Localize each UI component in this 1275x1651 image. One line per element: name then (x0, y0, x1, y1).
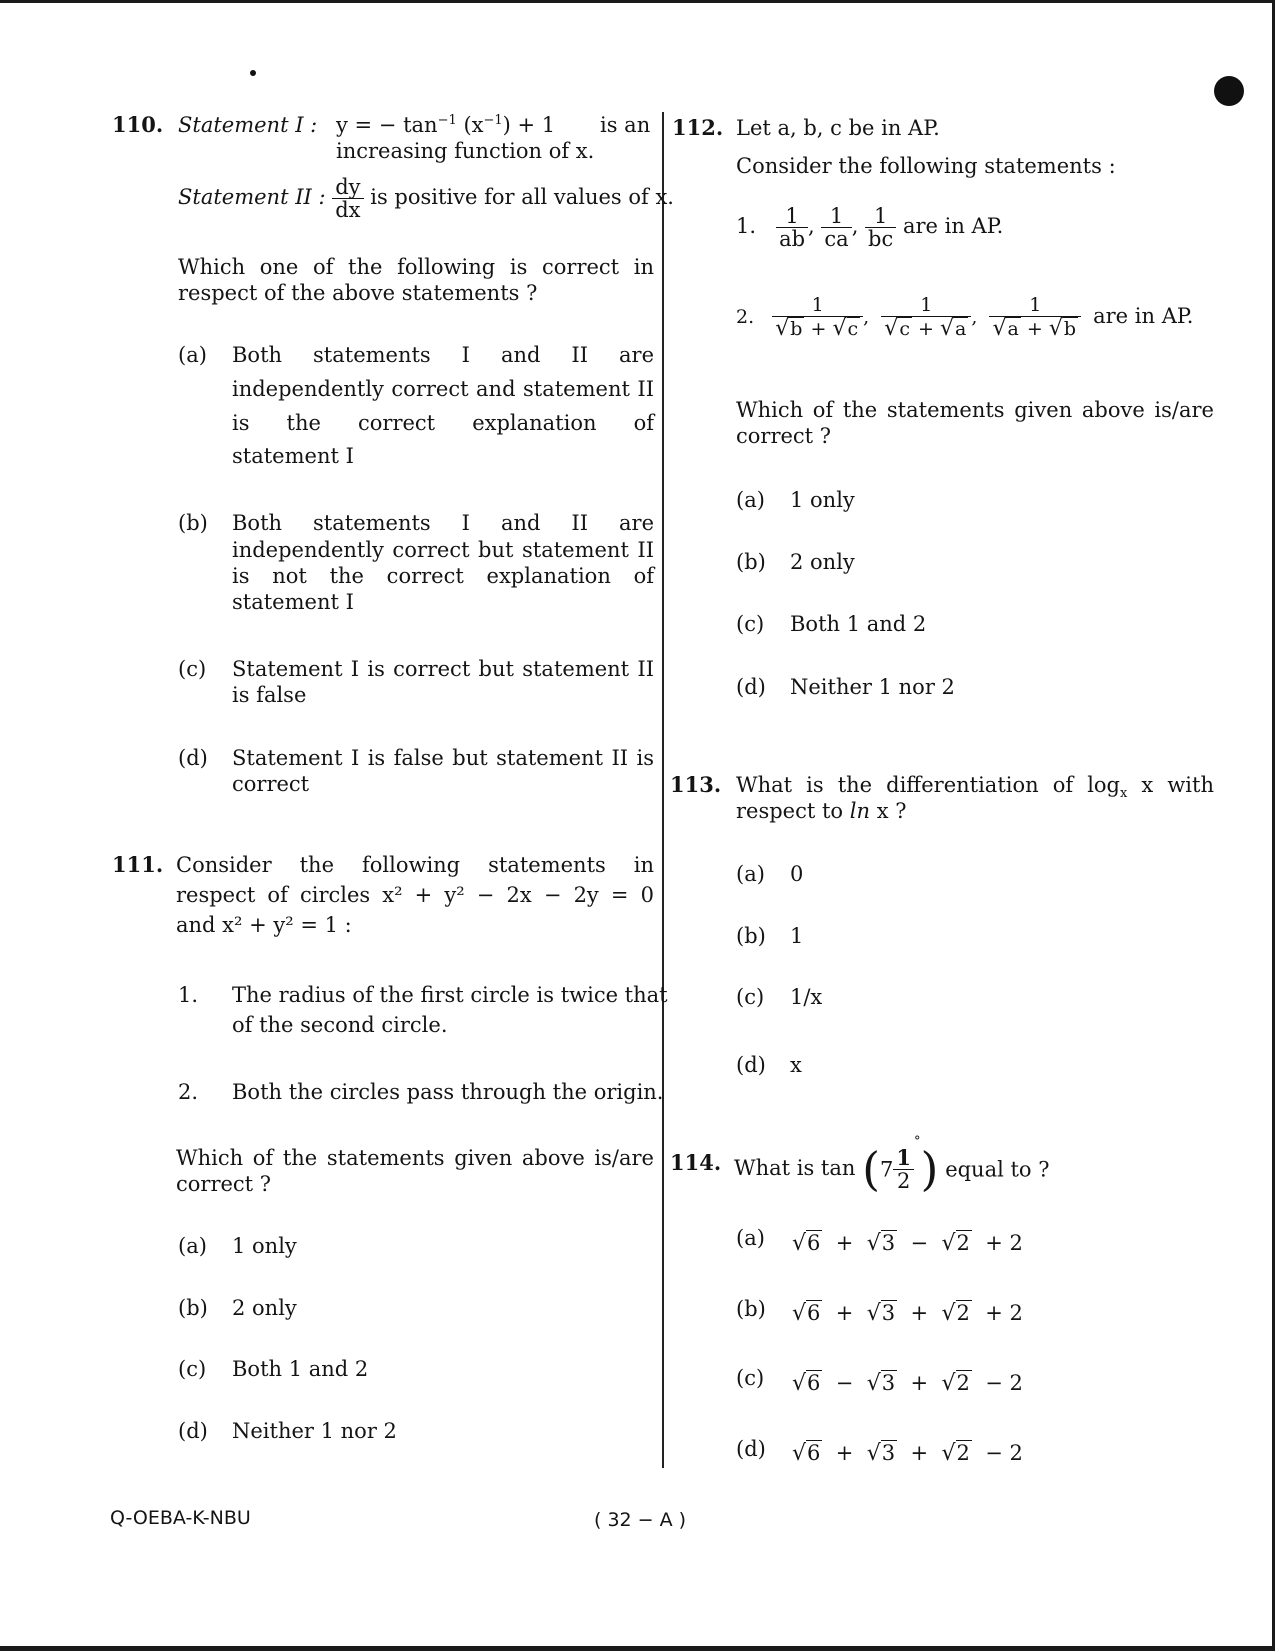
option-text: Both 1 and 2 (790, 612, 927, 636)
natural-log: ln (849, 799, 871, 823)
option-key: (d) (736, 1053, 766, 1077)
fraction-numerator: 1 (865, 205, 896, 228)
fraction (776, 205, 808, 250)
option-line: Both statements I and II are (232, 511, 654, 535)
fraction-numerator: 1 (881, 296, 971, 317)
radicand: 2 (956, 1371, 970, 1395)
text: What is the differentiation of log (736, 773, 1120, 797)
constant: + 2 (985, 1301, 1023, 1325)
expr-sup: −1 (483, 113, 503, 128)
option-line: independently correct but statement II (232, 538, 654, 562)
fraction-denominator: ca (824, 227, 849, 252)
option-text: 2 only (790, 550, 855, 574)
option-key: (c) (178, 657, 207, 681)
option-line: statement I (232, 590, 354, 614)
option-line: is not the correct explanation of (232, 564, 654, 588)
radicand: 2 (956, 1441, 970, 1465)
option-key: (d) (178, 746, 208, 770)
text: x ? (876, 799, 907, 823)
statement-number: 1. (178, 983, 199, 1007)
constant: − 2 (985, 1441, 1023, 1465)
fraction-numerator: 1 (776, 205, 808, 228)
page-border-bottom (0, 1646, 1275, 1651)
question-number-112: 112. (672, 115, 724, 140)
angle-fraction (893, 1144, 914, 1193)
whole-part: 7 (880, 1157, 894, 1182)
radicand: 6 (807, 1441, 821, 1465)
option-key: (d) (736, 675, 766, 699)
close-paren: ) (920, 1141, 939, 1196)
radicand: c (847, 317, 859, 340)
radicand: b (1063, 317, 1077, 340)
q112-line-2: Consider the following statements : (736, 154, 1116, 178)
option-text: 1/x (790, 985, 823, 1009)
fraction-denominator: dx (335, 198, 361, 223)
fraction-numerator: dy (332, 176, 363, 199)
question-number-110: 110. (112, 112, 164, 137)
derivative-fraction (332, 176, 363, 221)
option-key: (d) (178, 1419, 208, 1443)
option-key: (b) (736, 550, 766, 574)
fraction-denominator: bc (868, 227, 894, 252)
operator: − (835, 1371, 854, 1395)
q110-prompt-line-2: respect of the above statements ? (178, 281, 538, 305)
radicand: 6 (807, 1231, 821, 1255)
scan-speck (250, 70, 256, 76)
statement-line: The radius of the first circle is twice that (232, 983, 668, 1007)
text: What is tan (734, 1156, 856, 1180)
page-number: ( 32 − A ) (594, 1509, 687, 1531)
statement-number: 1. (736, 214, 757, 239)
radicand: 6 (807, 1371, 821, 1395)
option-key: (a) (736, 488, 765, 512)
option-key: (c) (736, 612, 765, 636)
option-line: Statement I is correct but statement II (232, 657, 654, 681)
operator: + (910, 1371, 929, 1395)
option-key: (c) (178, 1357, 207, 1381)
fraction (881, 296, 971, 340)
statement-1-line-2: increasing function of x. (336, 139, 595, 163)
statement-2-label: Statement II : (178, 185, 326, 210)
option-text: Both 1 and 2 (232, 1357, 369, 1381)
fraction-numerator: 1 (821, 205, 851, 228)
question-number-114: 114. (670, 1150, 722, 1175)
degree-symbol: ° (914, 1134, 921, 1149)
option-key: (b) (178, 511, 208, 535)
statement-1-label: Statement I : (178, 113, 318, 137)
text: x with (1141, 773, 1214, 797)
fraction (865, 205, 896, 250)
q112-prompt-line-1: Which of the statements given above is/are (736, 398, 1214, 422)
radicand: 6 (807, 1301, 821, 1325)
option-line: independently correct and statement II (232, 377, 654, 401)
operator: + (835, 1301, 854, 1325)
log-base: x (1120, 786, 1128, 802)
operator: + (835, 1231, 854, 1255)
option-key: (a) (178, 343, 207, 367)
fraction-numerator: 1 (772, 296, 863, 317)
q112-prompt-line-2: correct ? (736, 424, 832, 448)
expr-part: y = − tan (336, 113, 438, 137)
radicand: c (899, 317, 910, 340)
text: respect to (736, 799, 844, 823)
option-key: (a) (178, 1234, 207, 1258)
q111-prompt-line-1: Which of the statements given above is/are (176, 1146, 654, 1170)
q112-line-1: Let a, b, c be in AP. (736, 116, 940, 140)
question-number-111: 111. (112, 852, 164, 877)
fraction-denominator: 2 (897, 1169, 911, 1193)
operator: + (910, 1441, 929, 1465)
constant: − 2 (985, 1371, 1023, 1395)
text: equal to ? (945, 1157, 1050, 1182)
fraction-denominator: √b + √c (775, 315, 859, 341)
statement-tail: are in AP. (902, 214, 1004, 239)
fraction-denominator: √a + √b (992, 315, 1077, 341)
option-key: (b) (736, 924, 766, 948)
q112-statement-1: 1. $\frac{1}{ab}$ , $\frac{1}{ca}$ , $\frac{1}{bc}$ are in AP. (736, 204, 1004, 252)
option-text: 1 only (790, 488, 855, 512)
question-number-113: 113. (670, 772, 722, 797)
option-key: (a) (736, 1226, 765, 1250)
statement-line: of the second circle. (232, 1013, 448, 1037)
fraction (989, 296, 1081, 340)
radicand: a (1007, 317, 1019, 340)
q111-prompt-line-2: correct ? (176, 1172, 272, 1196)
option-key: (c) (736, 985, 765, 1009)
option-line: is the correct explanation of (232, 411, 654, 435)
q112-statement-2: 2. $\frac{1}{√b + √c}$ , $\frac{1}{√c + √a}$ , $\frac{1}{√a + √b}$ are in AP. (736, 294, 1194, 341)
option-line: statement I (232, 444, 354, 468)
radicand: 3 (881, 1441, 896, 1465)
option-key: (b) (178, 1296, 208, 1320)
statement-number: 2. (736, 306, 755, 329)
q111-line-2: respect of circles x² + y² − 2x − 2y = 0 (176, 883, 654, 907)
option-text: 0 (790, 862, 804, 886)
operator: − (910, 1231, 929, 1255)
expr-sup: −1 (437, 113, 457, 128)
fraction (772, 296, 863, 340)
option-line: is false (232, 683, 307, 707)
q114-question (734, 1134, 1050, 1198)
radicand: 3 (881, 1301, 896, 1325)
option-text: 1 only (232, 1234, 297, 1258)
radicand: b (790, 317, 803, 340)
paper-code: Q-OEBA-K-NBU (110, 1507, 251, 1529)
fraction-numerator: 1 (989, 296, 1081, 317)
radicand: 3 (881, 1371, 896, 1395)
expr-part: (x (463, 113, 484, 137)
radicand: 2 (956, 1231, 970, 1255)
option-line: correct (232, 772, 310, 796)
option-key: (c) (736, 1366, 765, 1390)
page-border-top (0, 0, 1275, 3)
q111-line-1: Consider the following statements in (176, 853, 654, 877)
q110-prompt-line-1: Which one of the following is correct in (178, 255, 654, 279)
statement-1-expression (336, 112, 555, 138)
option-key: (a) (736, 862, 765, 886)
option-text: x (790, 1053, 802, 1077)
option-expression: √6 + √3 − √2 + 2 (792, 1231, 1023, 1256)
radicand: 3 (881, 1231, 896, 1255)
option-line: Both statements I and II are (232, 343, 654, 367)
option-line: Statement I is false but statement II is (232, 746, 654, 770)
option-text: Neither 1 nor 2 (790, 675, 955, 699)
option-expression: √6 + √3 + √2 + 2 (792, 1301, 1023, 1326)
statement-1-tail: is an (600, 113, 651, 137)
operator: + (910, 1301, 929, 1325)
statement-2 (178, 176, 674, 221)
option-expression: √6 + √3 + √2 − 2 (792, 1441, 1023, 1466)
column-divider (662, 112, 664, 1468)
open-paren: ( (862, 1141, 881, 1196)
q113-line-2 (736, 798, 906, 824)
option-expression: √6 − √3 + √2 − 2 (792, 1371, 1023, 1396)
radicand: a (955, 317, 967, 340)
fraction-denominator: √c + √a (884, 315, 967, 341)
fraction-denominator: ab (779, 227, 806, 252)
statement-number: 2. (178, 1080, 199, 1104)
option-text: 2 only (232, 1296, 297, 1320)
registration-mark (1214, 76, 1244, 106)
statement-2-text: is positive for all values of x. (370, 185, 674, 210)
option-key: (d) (736, 1437, 766, 1461)
option-text: 1 (790, 924, 804, 948)
constant: + 2 (985, 1231, 1023, 1255)
option-key: (b) (736, 1297, 766, 1321)
fraction (821, 205, 851, 250)
option-text: Neither 1 nor 2 (232, 1419, 397, 1443)
operator: + (835, 1441, 854, 1465)
statement-line: Both the circles pass through the origin. (232, 1080, 664, 1104)
expr-part: ) + 1 (502, 113, 556, 137)
q111-line-3: and x² + y² = 1 : (176, 913, 352, 937)
fraction-numerator: 1 (893, 1147, 914, 1170)
statement-tail: are in AP. (1093, 304, 1194, 329)
radicand: 2 (956, 1301, 970, 1325)
